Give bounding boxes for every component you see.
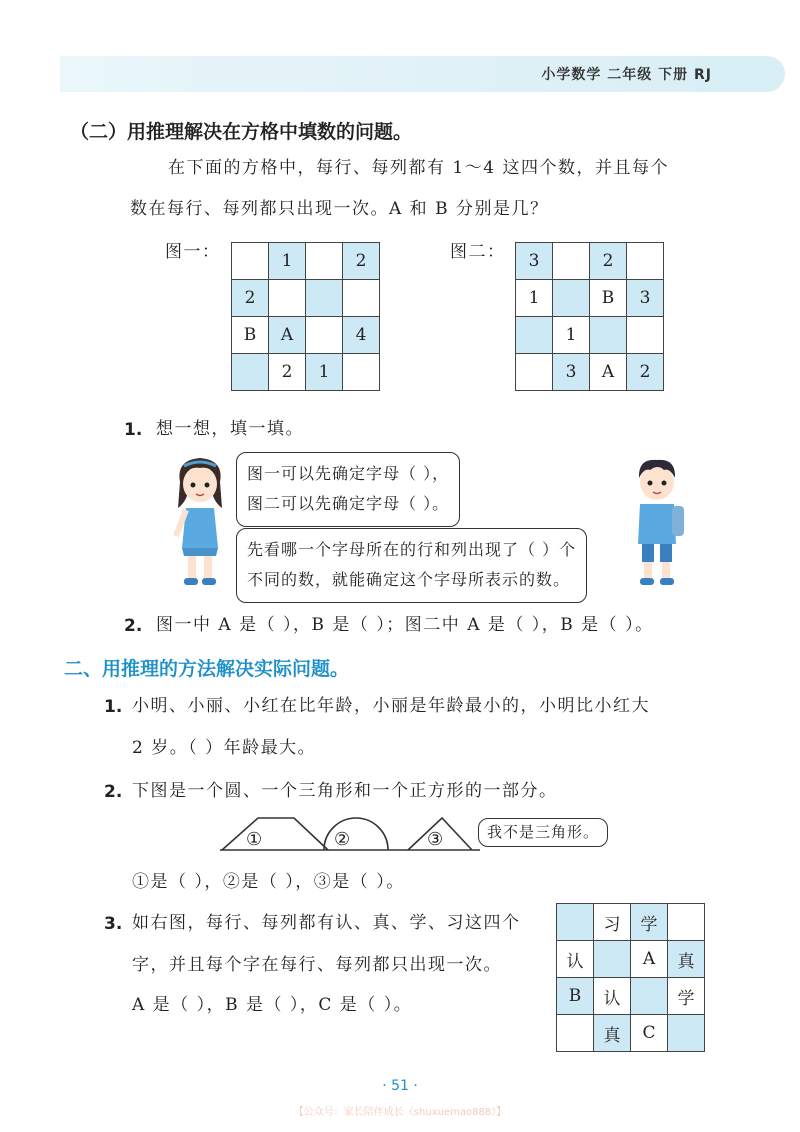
grid-cell: 3 — [553, 354, 590, 391]
grid-row — [516, 280, 664, 317]
grid-row — [232, 280, 380, 317]
watermark: 【公众号：家长陪伴成长（shuxuemao888）】 — [293, 1107, 507, 1118]
s2-q1-line-2: 2 岁。（ ）年龄最大。 — [132, 738, 317, 758]
grid-cell — [232, 243, 269, 280]
header-title: 小学数学 二年级 下册 RJ — [541, 67, 712, 83]
grid-cell: 认 — [594, 978, 631, 1015]
grid-cell — [627, 243, 664, 280]
girl-illustration — [168, 452, 232, 594]
fig2-grid — [515, 242, 664, 391]
q2-text: 图一中 A 是（ ），B 是（ ）；图二中 A 是（ ），B 是（ ）。 — [156, 615, 654, 635]
grid-cell: 2 — [343, 243, 380, 280]
part2-title: （二）用推理解决在方格中填数的问题。 — [70, 121, 413, 143]
grid-cell — [594, 941, 631, 978]
grid-cell — [553, 243, 590, 280]
grid-cell — [306, 243, 343, 280]
fig1-label: 图一： — [165, 242, 221, 262]
grid-row — [232, 354, 380, 391]
speech-bubble-1 — [236, 452, 460, 527]
grid-cell — [557, 904, 594, 941]
grid-row — [516, 243, 664, 280]
grid-cell: 学 — [668, 978, 705, 1015]
s2-q3-line-3: A 是（ ），B 是（ ），C 是（ ）。 — [132, 995, 413, 1015]
grid-cell — [590, 317, 627, 354]
page-number: · 51 · — [382, 1078, 418, 1094]
grid-cell: 1 — [516, 280, 553, 317]
grid-row — [557, 941, 705, 978]
q1-text: 想一想，填一填。 — [156, 419, 304, 439]
grid-cell: 真 — [594, 1015, 631, 1052]
grid-cell — [269, 280, 306, 317]
grid-cell: B — [590, 280, 627, 317]
grid-cell — [557, 1015, 594, 1052]
grid-cell: B — [232, 317, 269, 354]
bubble2-line-2: 不同的数，就能确定这个字母所表示的数。 — [247, 570, 571, 590]
intro-line-2: 数在每行、每列都只出现一次。A 和 B 分别是几？ — [130, 199, 549, 219]
s2-q1-number: 1. — [104, 697, 123, 717]
grid-cell — [343, 354, 380, 391]
grid-cell — [516, 317, 553, 354]
shape-label-3: ③ — [427, 829, 445, 850]
grid-row — [232, 317, 380, 354]
grid-cell: 习 — [594, 904, 631, 941]
grid3 — [556, 903, 705, 1052]
grid-row — [557, 978, 705, 1015]
s2-q1-line-1: 小明、小丽、小红在比年龄，小丽是年龄最小的，小明比小红大 — [132, 696, 650, 716]
shape-speech-bubble: 我不是三角形。 — [478, 818, 608, 847]
grid-cell — [343, 280, 380, 317]
grid-cell: 1 — [553, 317, 590, 354]
grid-cell — [631, 978, 668, 1015]
grid-row — [557, 904, 705, 941]
q1-number: 1. — [124, 420, 143, 440]
grid-cell — [306, 317, 343, 354]
boy-illustration — [624, 452, 690, 594]
grid-cell: A — [590, 354, 627, 391]
grid-row — [516, 354, 664, 391]
grid-cell: A — [269, 317, 306, 354]
grid-cell — [232, 354, 269, 391]
speech-bubble-2 — [236, 528, 587, 603]
grid-cell: 3 — [627, 280, 664, 317]
grid-cell — [668, 1015, 705, 1052]
grid-row — [516, 317, 664, 354]
bubble2-line-1: 先看哪一个字母所在的行和列出现了（ ）个 — [247, 540, 577, 559]
shape-label-2: ② — [334, 829, 352, 850]
intro-line-1: 在下面的方格中，每行、每列都有 1～4 这四个数，并且每个 — [168, 158, 669, 178]
grid-cell — [668, 904, 705, 941]
bubble1-line-1: 图一可以先确定字母（ ）， — [247, 464, 450, 483]
grid-cell: 2 — [269, 354, 306, 391]
grid-cell: 2 — [627, 354, 664, 391]
grid-cell: 认 — [557, 941, 594, 978]
grid-cell: 学 — [631, 904, 668, 941]
s2-q3-number: 3. — [104, 914, 123, 934]
grid-cell: 2 — [590, 243, 627, 280]
grid-cell: 1 — [269, 243, 306, 280]
fig2-label: 图二： — [450, 242, 506, 262]
grid-cell — [627, 317, 664, 354]
grid-row — [557, 1015, 705, 1052]
s2-q2-text: 下图是一个圆、一个三角形和一个正方形的一部分。 — [132, 781, 558, 801]
section2-title: 二、用推理的方法解决实际问题。 — [64, 658, 350, 680]
grid-cell: 3 — [516, 243, 553, 280]
grid-cell: 1 — [306, 354, 343, 391]
grid-cell: C — [631, 1015, 668, 1052]
s2-q3-line-1: 如右图，每行、每列都有认、真、学、习这四个 — [132, 913, 521, 933]
grid-cell — [553, 280, 590, 317]
grid-cell: 4 — [343, 317, 380, 354]
grid-cell: 2 — [232, 280, 269, 317]
s2-q3-line-2: 字，并且每个字在每行、每列都只出现一次。 — [132, 955, 502, 975]
grid-cell — [516, 354, 553, 391]
s2-q2-number: 2. — [104, 782, 123, 802]
grid-cell: 真 — [668, 941, 705, 978]
fig1-grid — [231, 242, 380, 391]
q2-number: 2. — [124, 616, 143, 636]
grid-cell: B — [557, 978, 594, 1015]
shape-label-1: ① — [246, 829, 264, 850]
grid-cell — [306, 280, 343, 317]
grid-row — [232, 243, 380, 280]
s2-q2-answer: ①是（ ），②是（ ），③是（ ）。 — [132, 872, 405, 892]
grid-cell: A — [631, 941, 668, 978]
shape-1-trapezoid — [222, 818, 328, 850]
bubble1-line-2: 图二可以先确定字母（ ）。 — [247, 494, 450, 514]
